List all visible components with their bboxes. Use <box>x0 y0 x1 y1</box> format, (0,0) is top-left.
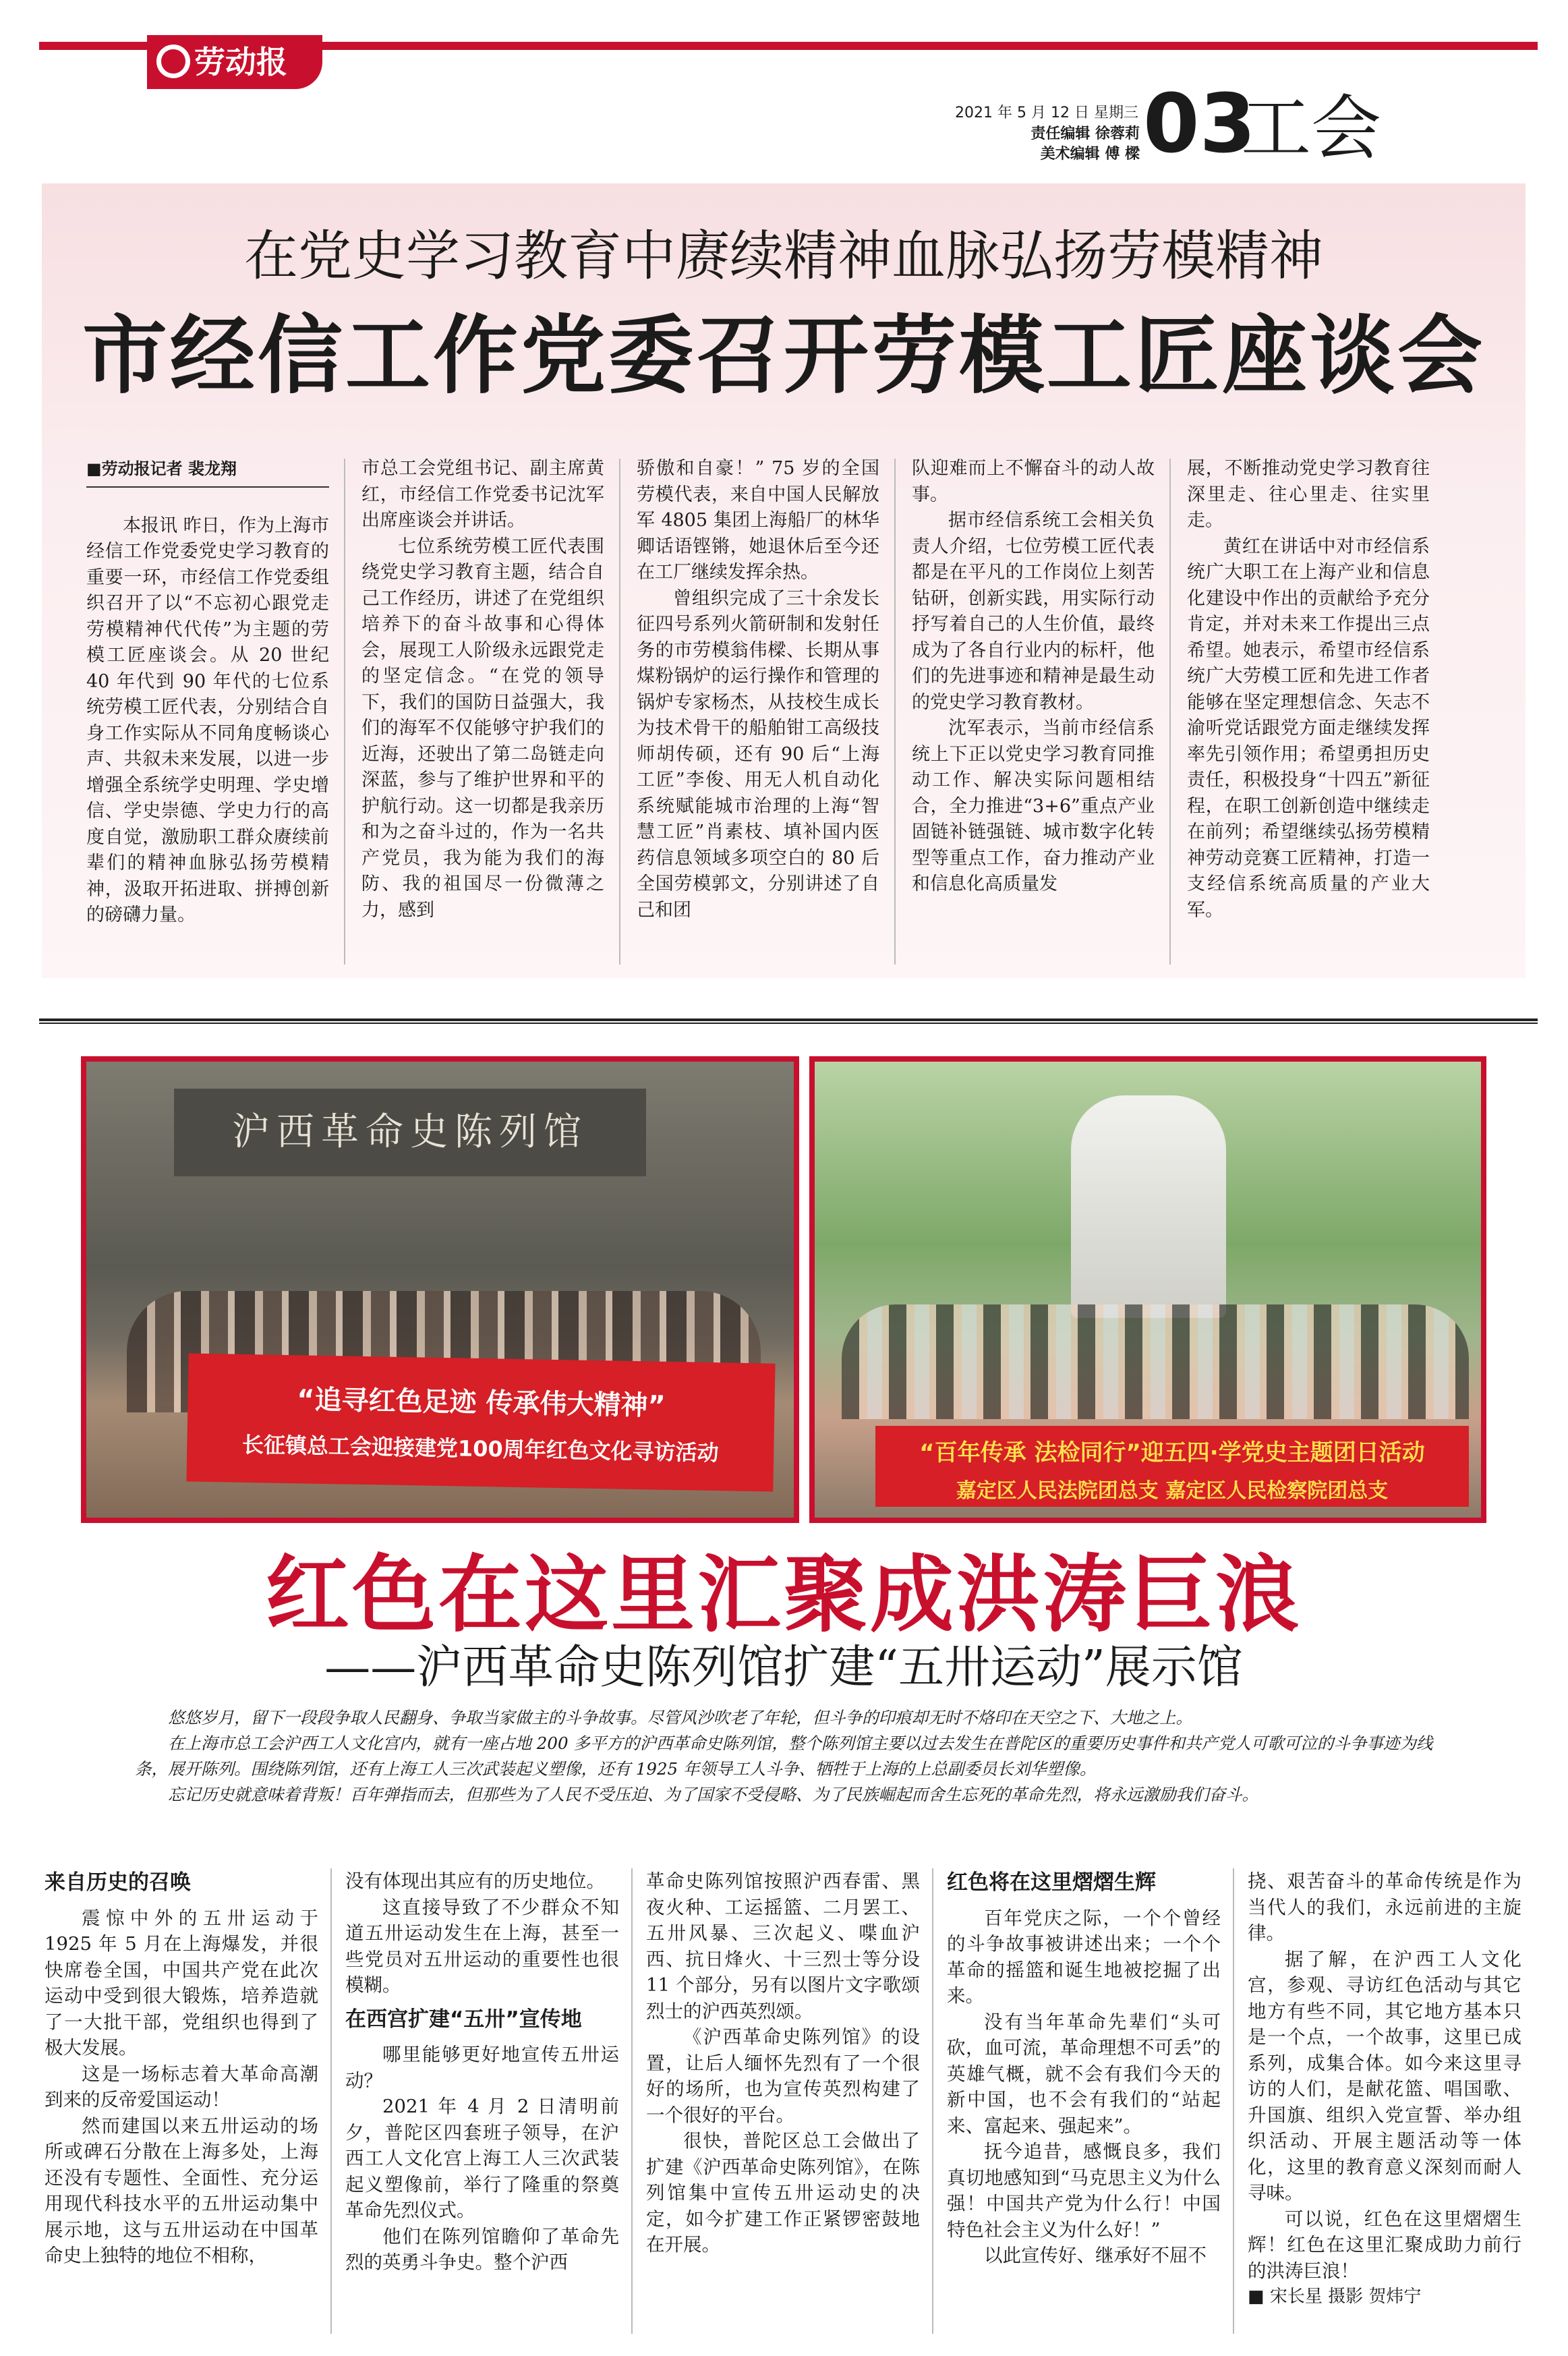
article1-column-2 <box>361 456 604 923</box>
column-divider <box>619 459 620 965</box>
article2-column-2 <box>345 1868 619 2276</box>
article1-column-1 <box>86 456 329 929</box>
paragraph: 他们在陈列馆瞻仰了革命先烈的英勇斗争史。整个沪西 <box>345 2225 619 2273</box>
paragraph: 沈军表示，当前市经信系统上下正以党史学习教育同推动工作、解决实际问题相结合，全力推进“3+6”重点产业固链补链强链、城市数字化转型等重点工作，奋力推动产业和信息化高质量发 <box>912 718 1155 894</box>
statue <box>1071 1095 1226 1318</box>
banner-line-2: 长征镇总工会迎接建党100周年红色文化寻访活动 <box>241 1431 720 1466</box>
dateline: 2021 年 5 月 12 日 星期三 <box>955 105 1138 121</box>
section-title: 工会 <box>1241 87 1382 169</box>
section-divider <box>39 1018 1538 1024</box>
article2-headline: 红色在这里汇聚成洪涛巨浪 <box>265 1546 1302 1644</box>
column-divider <box>1169 459 1171 965</box>
article1-column-3 <box>637 456 879 923</box>
paragraph: 展，不断推动党史学习教育往深里走、往心里走、往实里走。 <box>1187 458 1430 531</box>
paragraph: 百年党庆之际，一个个曾经的斗争故事被讲述出来；一个个革命的摇篮和诞生地被挖掘了出来。 <box>947 1907 1221 2007</box>
paragraph: 这直接导致了不少群众不知道五卅运动发生在上海，甚至一些党员对五卅运动的重要性也很模糊。 <box>345 1896 619 1996</box>
photo-museum-group <box>81 1056 799 1523</box>
intro-paragraph: 忘记历史就意味着背叛！百年弹指而去，但那些为了人民不受压迫、为了国家不受侵略、为了民族崛起而舍生忘死的革命先烈，将永远激励我们奋斗。 <box>168 1785 1258 1804</box>
column-divider <box>1233 1868 1234 2334</box>
editor-credits <box>958 124 1140 165</box>
banner-line-1: “百年传承 法检同行”迎五四·学党史主题团日活动 <box>919 1439 1425 1466</box>
paper-logo: 劳动报 <box>147 35 322 89</box>
article2-column-5 <box>1248 1868 1521 2310</box>
paragraph: 挠、艰苦奋斗的革命传统是作为当代人的我们，永远前进的主旋律。 <box>1248 1870 1521 1944</box>
paragraph: 抚今追昔，感慨良多，我们真切地感知到“马克思主义为什么强！中国共产党为什么行！中国特色社会主义为什么好！” <box>947 2141 1221 2241</box>
column-divider <box>894 459 896 965</box>
photo-credit: ■ 宋长星 摄影 贺炜宁 <box>1248 2287 1422 2307</box>
section-heading: 红色将在这里熠熠生辉 <box>947 1870 1156 1895</box>
paragraph: 革命史陈列馆按照沪西春雷、黑夜火种、工运摇篮、二月罢工、五卅风暴、三次起义、喋血沪西、抗日烽火、十三烈士等分设 11 个部分，另有以图片文字歌颂烈士的沪西英烈颂。 <box>646 1870 920 2022</box>
paragraph: 曾组织完成了三十余发长征四号系列火箭研制和发射任务的市劳模翁伟樑、长期从事煤粉锅炉的运行操作和管理的锅炉专家杨杰，从技校生成长为技术骨干的船舶钳工高级技师胡传硕，还有 90 后“上海工匠”李俊、用无人机自动化系统赋能城市治理的上海“智慧工匠”肖素枝、填补国内医药信息领域多项空白的 80 后全国劳模郭文，分别讲述了自己和团 <box>637 587 879 921</box>
editor-line: 责任编辑 徐蓉莉 <box>1030 125 1140 142</box>
paragraph: 队迎难而上不懈奋斗的动人故事。 <box>912 458 1155 505</box>
paragraph: 没有体现出其应有的历史地位。 <box>345 1870 605 1892</box>
paragraph: 七位系统劳模工匠代表围绕党史学习教育主题，结合自己工作经历，讲述了在党组织培养下的奋斗故事和心得体会，展现工人阶级永远跟党走的坚定信念。“在党的领导下，我们的国防日益强大，我们的海军不仅能够守护我们的近海，还驶出了第二岛链走向深蓝，参与了维护世界和平的护航行动。这一切都是我亲历和为之奋斗过的，作为一名共产党员，我为能为我们的海防、我的祖国尽一份微薄之力，感到 <box>361 536 604 921</box>
paragraph: 本报讯 昨日，作为上海市经信工作党委党史学习教育的重要一环，市经信工作党委组织召开了以“不忘初心跟党走 劳模精神代代传”为主题的劳模工匠座谈会。从 20 世纪 40 年代到 90 年代的七位系统劳模工匠代表，分别结合自身工作实际从不同角度畅谈心声、共叙未来发展，以进一步增强全系统学史明理、学史增信、学史崇德、学史力行的高度自觉，激励职工群众赓续前辈们的精神血脉弘扬劳模精神，汲取开拓进取、拼搏创新的磅礴力量。 <box>86 515 329 925</box>
banner-line-1: “追寻红色足迹 传承伟大精神” <box>296 1384 666 1422</box>
paragraph: 骄傲和自豪！” 75 岁的全国劳模代表，来自中国人民解放军 4805 集团上海船厂的林华卿话语铿锵，她退休后至今还在工厂继续发挥余热。 <box>637 458 879 583</box>
column-divider <box>344 459 345 965</box>
left-photo-banner <box>186 1353 775 1491</box>
paragraph: 没有当年革命先辈们“头可砍，血可流，革命理想不可丢”的英雄气概，就不会有我们今天的新中国，也不会有我们的“站起来、富起来、强起来”。 <box>947 2011 1221 2137</box>
article2-column-3 <box>646 1868 920 2258</box>
logo-mark-icon <box>156 45 190 78</box>
section-heading: 在西宫扩建“五卅”宣传地 <box>345 2007 582 2032</box>
article1-headline: 市经信工作党委召开劳模工匠座谈会 <box>82 306 1485 405</box>
article2-subheadline: ——沪西革命史陈列馆扩建“五卅运动”展示馆 <box>324 1641 1243 1694</box>
paragraph: 市总工会党组书记、副主席黄红，市经信工作党委书记沈军出席座谈会并讲话。 <box>361 458 604 531</box>
paragraph: 《沪西革命史陈列馆》的设置，让后人缅怀先烈有了一个很好的场所，也为宣传英烈构建了一个很好的平台。 <box>646 2026 920 2126</box>
column-divider <box>330 1868 332 2334</box>
article2-column-4 <box>947 1868 1221 2269</box>
article1-column-4 <box>912 456 1155 898</box>
article1-subhead: 在党史学习教育中赓续精神血脉弘扬劳模精神 <box>244 225 1323 287</box>
right-photo-banner <box>875 1426 1469 1507</box>
art-editor-line: 美术编辑 傅 樑 <box>1040 146 1140 163</box>
article1-column-5 <box>1187 456 1430 923</box>
intro-paragraph: 悠悠岁月，留下一段段争取人民翻身、争取当家做主的斗争故事。尽管风沙吹老了年轮，但斗争的印痕却无时不烙印在天空之下、大地之上。 <box>168 1708 1192 1727</box>
paragraph: 很快，普陀区总工会做出了扩建《沪西革命史陈列馆》，在陈列馆集中宣传五卅运动史的决定，如今扩建工作正紧锣密鼓地在开展。 <box>646 2130 920 2256</box>
page-number: 03 <box>1143 78 1256 171</box>
column-divider <box>631 1868 633 2334</box>
paragraph: 然而建国以来五卅运动的场所或碑石分散在上海多处，上海还没有专题性、全面性、充分运用现代科技水平的五卅运动集中展示地，这与五卅运动在中国革命史上独特的地位不相称， <box>45 2115 318 2266</box>
section-heading: 来自历史的召唤 <box>45 1870 191 1895</box>
paragraph: 据市经信系统工会相关负责人介绍，七位劳模工匠代表都是在平凡的工作岗位上刻苦钻研，创新实践，用实际行动抒写着自己的人生价值，最终成为了各自行业内的标杆，他们的先进事迹和精神是最生动的党史学习教育教材。 <box>912 510 1155 713</box>
banner-line-2: 嘉定区人民法院团总支 嘉定区人民检察院团总支 <box>956 1479 1389 1503</box>
paragraph: 黄红在讲话中对市经信系统广大职工在上海产业和信息化建设中作出的贡献给予充分肯定，并对未来工作提出三点希望。她表示，希望市经信系统广大劳模工匠和先进工作者能够在坚定理想信念、矢志不渝听党话跟党方面走继续发挥率先引领作用；希望勇担历史责任，积极投身“十四五”新征程，在职工创新创造中继续走在前列；希望继续弘扬劳模精神劳动竞赛工匠精神，打造一支经信系统高质量的产业大军。 <box>1187 536 1430 921</box>
paragraph: 据了解，在沪西工人文化宫，参观、寻访红色活动与其它地方有些不同，其它地方基本只是一个点，一个故事，这里已成系列，成集合体。如今来这里寻访的人们，是献花篮、唱国歌、升国旗、组织入党宣誓、举办组织活动、开展主题活动等一体化，这里的教育意义深刻而耐人寻味。 <box>1248 1948 1521 2204</box>
paragraph: 哪里能够更好地宣传五卅运动？ <box>345 2044 619 2092</box>
byline: ■劳动报记者 裴龙翔 <box>86 456 329 488</box>
paragraph: 2021 年 4 月 2 日清明前夕，普陀区四套班子领导，在沪西工人文化宫上海工人三次武装起义塑像前，举行了隆重的祭奠革命先烈仪式。 <box>345 2096 619 2221</box>
paragraph: 这是一场标志着大革命高潮到来的反帝爱国运动！ <box>45 2063 318 2110</box>
intro-paragraph: 在上海市总工会沪西工人文化宫内，就有一座占地 200 多平方的沪西革命史陈列馆，整个陈列馆主要以过去发生在普陀区的重要历史事件和共产党人可歌可泣的斗争事迹为线条，展开陈列。围绕陈列馆，还有上海工人三次武装起义塑像，还有 1925 年领导工人斗争、牺牲于上海的上总副委员长刘华塑像。 <box>135 1733 1433 1779</box>
paragraph: 震惊中外的五卅运动于 1925 年 5 月在上海爆发，并很快席卷全国，中国共产党在此次运动中受到很大锻炼，培养造就了一大批干部，党组织也得到了极大发展。 <box>45 1907 318 2059</box>
paragraph: 可以说，红色在这里熠熠生辉！红色在这里汇聚成助力前行的洪涛巨浪！ <box>1248 2208 1521 2282</box>
article2-column-1 <box>45 1868 318 2269</box>
column-divider <box>932 1868 933 2334</box>
article2-intro <box>135 1705 1443 1808</box>
crowd <box>842 1304 1469 1419</box>
photo-statue-group <box>809 1056 1486 1523</box>
paragraph: 以此宣传好、继承好不屈不 <box>984 2245 1207 2266</box>
museum-sign: 沪西革命史陈列馆 <box>174 1089 646 1176</box>
